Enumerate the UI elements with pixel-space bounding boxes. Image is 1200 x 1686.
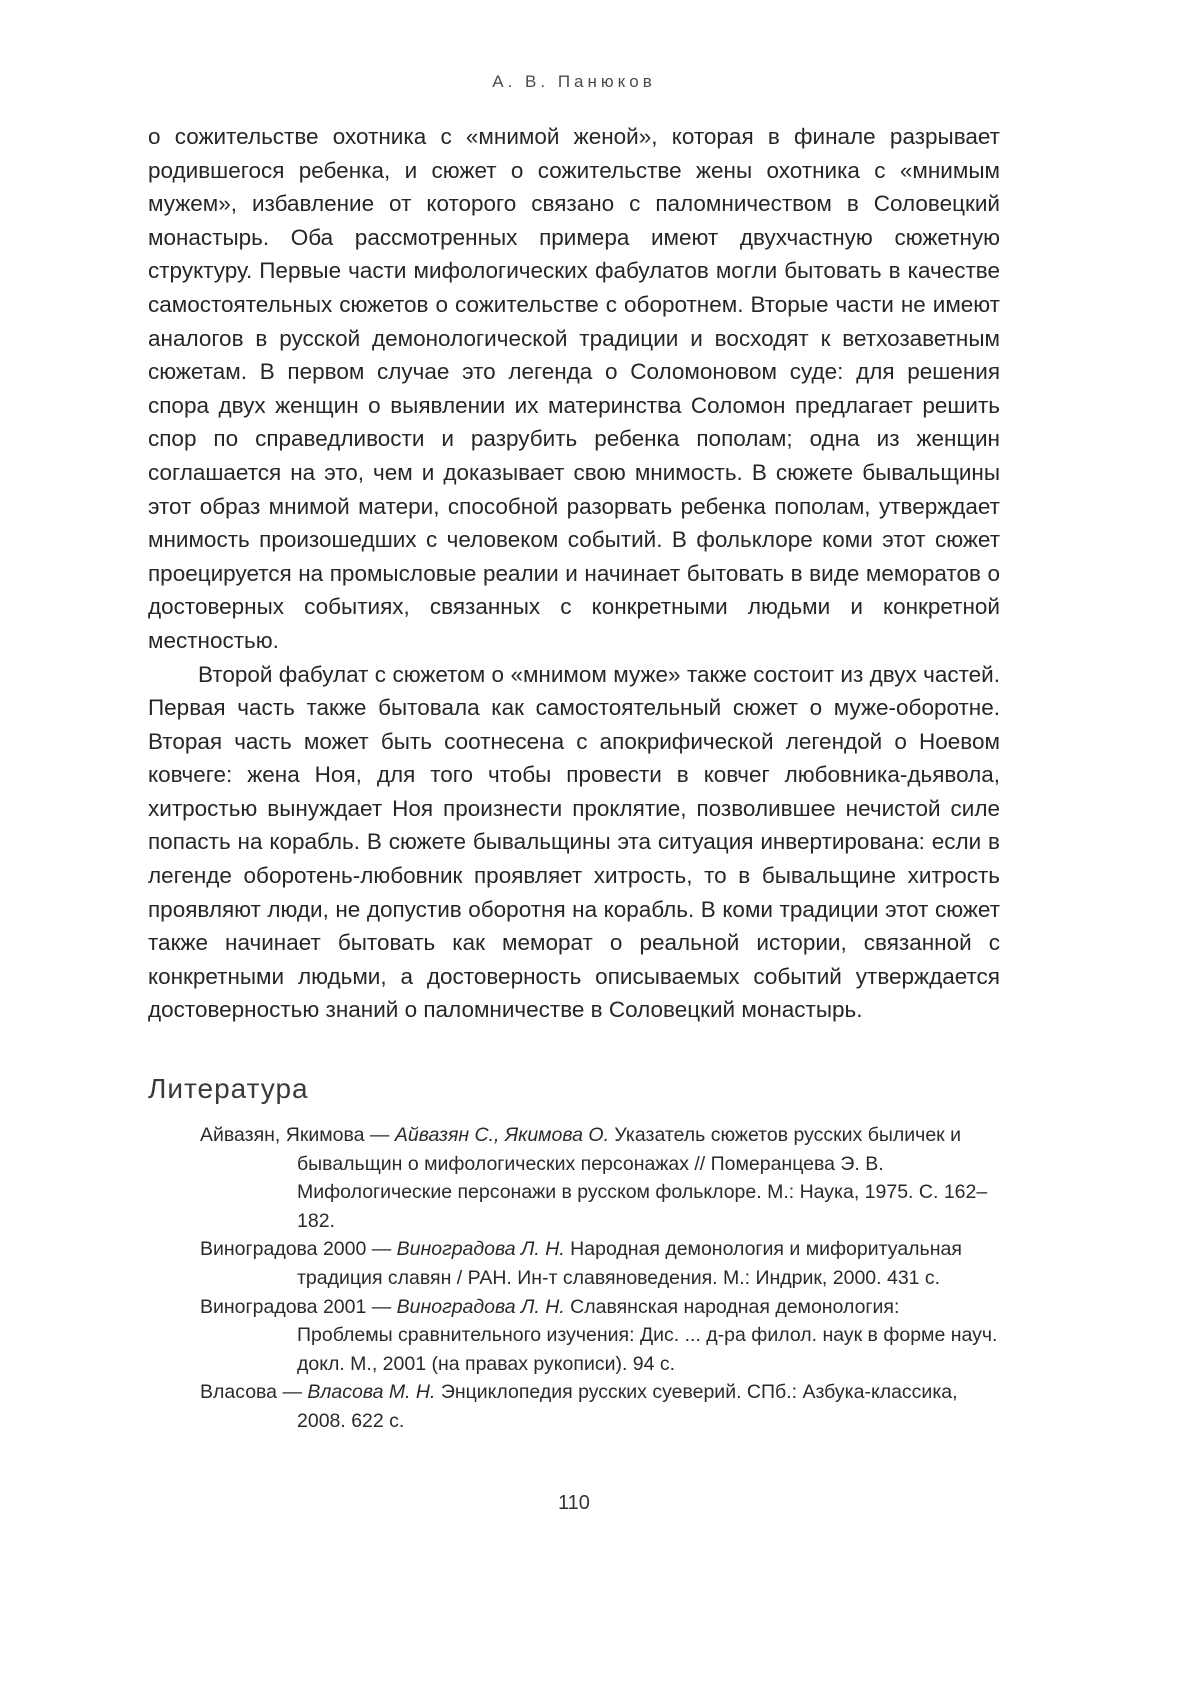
reference-entry [148,1378,1000,1435]
page-number: 110 [558,1492,590,1514]
reference-authors: Айвазян С., Якимова О. [394,1124,609,1147]
reference-label: Виноградова 2000 — [200,1238,397,1261]
reference-text: Народная демонология и мифоритуальная традиция славян / РАН. Ин-т славяноведения. М.: Индрик, 2000. 431 с. [297,1238,962,1289]
reference-text: Славянская народная демонология: Проблемы сравнительного изучения: Дис. ... д-ра филол. наук в форме науч. докл. М., 2001 (на правах рукописи). 94 с. [297,1295,998,1375]
reference-label: Виноградова 2001 — [200,1295,397,1318]
reference-entry [148,1121,1000,1235]
reference-text: Указатель сюжетов русских быличек и бывальщин о мифологических персонажах // Померанцева Э. В. Мифологические персонажи в русском фольклоре. М.: Наука, 1975. С. 162–182. [297,1124,988,1232]
running-head: А. В. Панюков [492,72,656,91]
reference-authors: Виноградова Л. Н. [396,1238,565,1261]
reference-authors: Власова М. Н. [307,1381,436,1404]
reference-entry [148,1235,1000,1292]
reference-label: Власова — [200,1381,308,1404]
references-heading: Литература [148,1073,309,1105]
paragraph-1: о сожительстве охотника с «мнимой женой», которая в финале разрывает родившегося ребенка, и сюжет о сожительстве жены охотника с «мнимым мужем», избавление от которого связано с паломничеством в Соловецкий монастырь. Оба рассмотренных примера имеют двухчастную сюжетную структуру. Первые части мифологических фабулатов могли бытовать в качестве самостоятельных сюжетов о сожительстве с оборотнем. Вторые части не имеют аналогов в русской демонологической традиции и восходят к ветхозаветным сюжетам. В первом случае это легенда о Соломоновом суде: для решения спора двух женщин о выявлении их материнства Соломон предлагает решить спор по справедливости и разрубить ребенка пополам; одна из женщин соглашается на это, чем и доказывает свою мнимость. В сюжете бывальщины этот образ мнимой матери, способной разорвать ребенка пополам, утверждает мнимость произошедших с человеком событий. В фольклоре коми этот сюжет проецируется на промысловые реалии и начинает бытовать в виде меморатов о достоверных событиях, связанных с конкретными людьми и конкретной местностью. [148,124,1000,653]
paragraph-2: Второй фабулат с сюжетом о «мнимом муже» также состоит из двух частей. Первая часть также бытовала как самостоятельный сюжет о муже-оборотне. Вторая часть может быть соотнесена с апокрифической легендой о Ноевом ковчеге: жена Ноя, для того чтобы провести в ковчег любовника-дьявола, хитростью вынуждает Ноя произнести проклятие, позволившее нечистой силе попасть на корабль. В сюжете бывальщины эта ситуация инвертирована: если в легенде оборотень-любовник проявляет хитрость, то в бывальщине хитрость проявляют люди, не допустив оборотня на корабль. В коми традиции этот сюжет также начинает бытовать как меморат о реальной истории, связанной с конкретными людьми, а достоверность описываемых событий утверждается достоверностью знаний о паломничестве в Соловецкий монастырь. [148,661,1000,1023]
references-list [148,1121,1000,1436]
reference-text: Энциклопедия русских суеверий. СПб.: Азбука-классика, 2008. 622 с. [297,1381,958,1432]
reference-label: Айвазян, Якимова — [200,1124,395,1147]
reference-authors: Виноградова Л. Н. [396,1295,565,1318]
reference-entry [148,1293,1000,1379]
body-text [148,120,1000,1027]
page-content [148,72,1000,1436]
